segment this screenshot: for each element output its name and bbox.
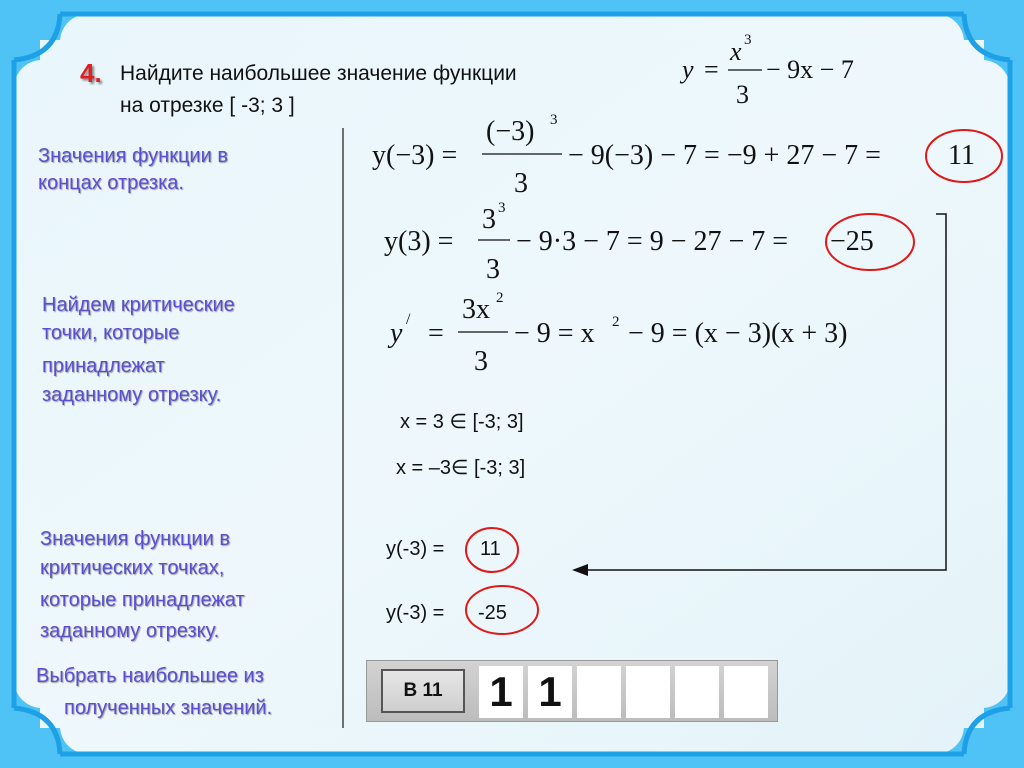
answer-cell-3[interactable] — [577, 666, 621, 718]
y3-numer-exp: 3 — [498, 200, 506, 216]
heading-critical-line4: заданному отрезку. — [42, 384, 222, 406]
heading-choose-line1: Выбрать наибольшее из — [36, 665, 264, 687]
ym3-denom: 3 — [514, 168, 528, 199]
answer-box — [366, 660, 778, 722]
ym3-numer-exp: 3 — [550, 112, 558, 128]
formula-y-minus3 — [364, 108, 1004, 208]
answer-label-box — [381, 669, 465, 713]
answer-cell-2[interactable] — [528, 666, 572, 718]
heading-critical-line1: Найдем критические — [42, 294, 235, 316]
ym3-tail: − 9(−3) − 7 = −9 + 27 − 7 = — [568, 140, 881, 171]
root-2: x = –3∈ [-3; 3] — [396, 457, 526, 479]
crit-value-2-text: y(-3) = — [386, 602, 445, 624]
heading-ends-line2: концах отрезка. — [38, 172, 184, 194]
crit-value-2: -25 — [478, 602, 507, 624]
func-lhs: y — [682, 55, 694, 84]
answer-digit-2: 1 — [538, 668, 562, 715]
answer-cell-6[interactable] — [724, 666, 768, 718]
func-tail: − 9x − 7 — [766, 55, 854, 84]
problem-number: 4. — [80, 58, 102, 88]
deriv-eq: = — [428, 318, 444, 349]
deriv-prime: / — [406, 311, 411, 328]
answer-label: В 11 — [403, 680, 443, 701]
deriv-denom: 3 — [474, 346, 488, 377]
crit-value-1: 11 — [480, 538, 501, 560]
value-circles — [440, 516, 640, 636]
y3-tail: − 9·3 − 7 = 9 − 27 − 7 = — [516, 226, 789, 257]
formula-y3 — [376, 198, 936, 288]
heading-critical-line3: принадлежат — [42, 355, 165, 377]
ym3-lhs: y(−3) = — [372, 140, 458, 171]
svg-text:=: = — [704, 55, 719, 84]
heading-critvals-line3: которые принадлежат — [40, 589, 245, 611]
ym3-numer: (−3) — [486, 116, 535, 147]
y3-lhs: y(3) = — [384, 226, 454, 257]
circle-crit-11 — [466, 528, 518, 572]
deriv-numer: 3x — [462, 294, 490, 325]
heading-critvals-line1: Значения функции в — [40, 528, 230, 550]
answer-cell-5[interactable] — [675, 666, 719, 718]
y3-result: −25 — [830, 226, 874, 257]
formula-derivative — [380, 284, 900, 384]
heading-critvals-line2: критических точках, — [40, 557, 225, 579]
answer-digit-1: 1 — [489, 668, 513, 715]
func-numer-exp: 3 — [744, 32, 752, 48]
func-numer: x — [730, 37, 742, 66]
heading-choose-line2: полученных значений. — [64, 697, 273, 719]
root-1: x = 3 ∈ [-3; 3] — [400, 411, 524, 433]
answer-cell-4[interactable] — [626, 666, 670, 718]
heading-critvals-line4: заданному отрезку. — [40, 620, 220, 642]
answer-cell-1[interactable] — [479, 666, 523, 718]
problem-text-line1: Найдите наибольшее значение функции — [120, 62, 517, 85]
y3-denom: 3 — [486, 254, 500, 285]
deriv-numer-exp: 2 — [496, 290, 504, 306]
ym3-result: 11 — [948, 140, 975, 171]
y3-numer: 3 — [482, 204, 496, 235]
deriv-tail-b: − 9 = (x − 3)(x + 3) — [628, 318, 848, 349]
crit-value-1-text: y(-3) = — [386, 538, 445, 560]
function-formula — [672, 28, 932, 118]
heading-ends-line1: Значения функции в — [38, 145, 228, 167]
func-denom: 3 — [736, 80, 749, 109]
heading-critical-line2: точки, которые — [42, 322, 180, 344]
deriv-tail-exp: 2 — [612, 314, 620, 330]
deriv-lhs: y — [390, 318, 403, 349]
problem-text-line2: на отрезке [ -3; 3 ] — [120, 94, 295, 117]
circle-crit-minus25 — [466, 586, 538, 634]
deriv-tail-a: − 9 = x — [514, 318, 595, 349]
